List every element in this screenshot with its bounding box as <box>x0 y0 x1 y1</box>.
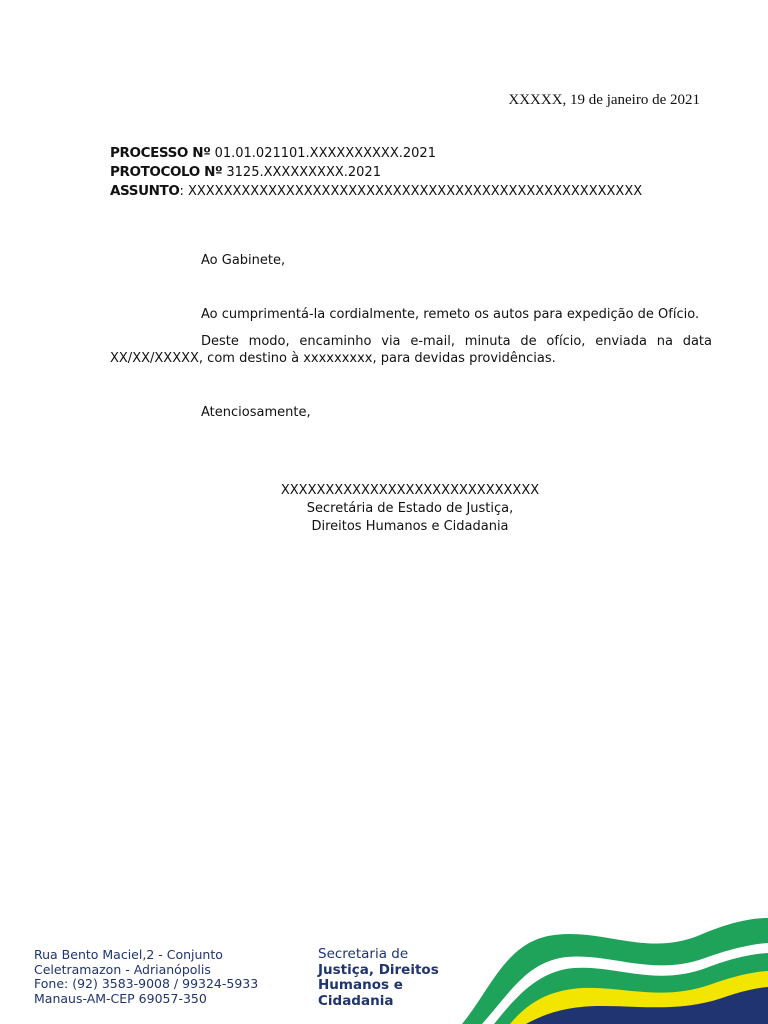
processo-label: PROCESSO Nº <box>110 145 211 161</box>
org-line: Secretaria de <box>318 946 409 962</box>
protocolo-label: PROTOCOLO Nº <box>110 164 223 180</box>
address-line: Manaus-AM-CEP 69057-350 <box>34 990 207 1006</box>
assunto-value: : XXXXXXXXXXXXXXXXXXXXXXXXXXXXXXXXXXXXXXXXXXXXXXXXXXX <box>179 184 643 199</box>
org-line-bold: Cidadania <box>318 992 394 1009</box>
signature-name: XXXXXXXXXXXXXXXXXXXXXXXXXXXXX <box>280 483 540 498</box>
assunto-label: ASSUNTO <box>110 183 180 199</box>
signature-title-line2: Direitos Humanos e Cidadania <box>311 519 509 534</box>
signature-title-line1: Secretária de Estado de Justiça, <box>306 501 514 516</box>
org-line-bold: Justiça, Direitos <box>318 961 439 978</box>
processo-value: 01.01.021101.XXXXXXXXXX.2021 <box>214 146 436 161</box>
address-line: Celetramazon - Adrianópolis <box>34 961 211 977</box>
paragraph-2: Deste modo, encaminho via e-mail, minuta de ofício, enviada na data XX/XX/XXXXX, com destino à xxxxxxxxx, para devidas providências. <box>110 334 712 366</box>
org-line-bold: Humanos e <box>318 977 403 993</box>
address-line: Rua Bento Maciel,2 - Conjunto <box>34 947 223 962</box>
letter-date: XXXXX, 19 de janeiro de 2021 <box>508 92 700 108</box>
closing: Atenciosamente, <box>201 405 311 420</box>
address-line: Fone: (92) 3583-9008 / 99324-5933 <box>34 976 259 991</box>
protocolo-value: 3125.XXXXXXXXX.2021 <box>226 165 381 180</box>
paragraph-1: Ao cumprimentá-la cordialmente, remeto os autos para expedição de Ofício. <box>201 307 700 322</box>
greeting: Ao Gabinete, <box>201 253 286 268</box>
